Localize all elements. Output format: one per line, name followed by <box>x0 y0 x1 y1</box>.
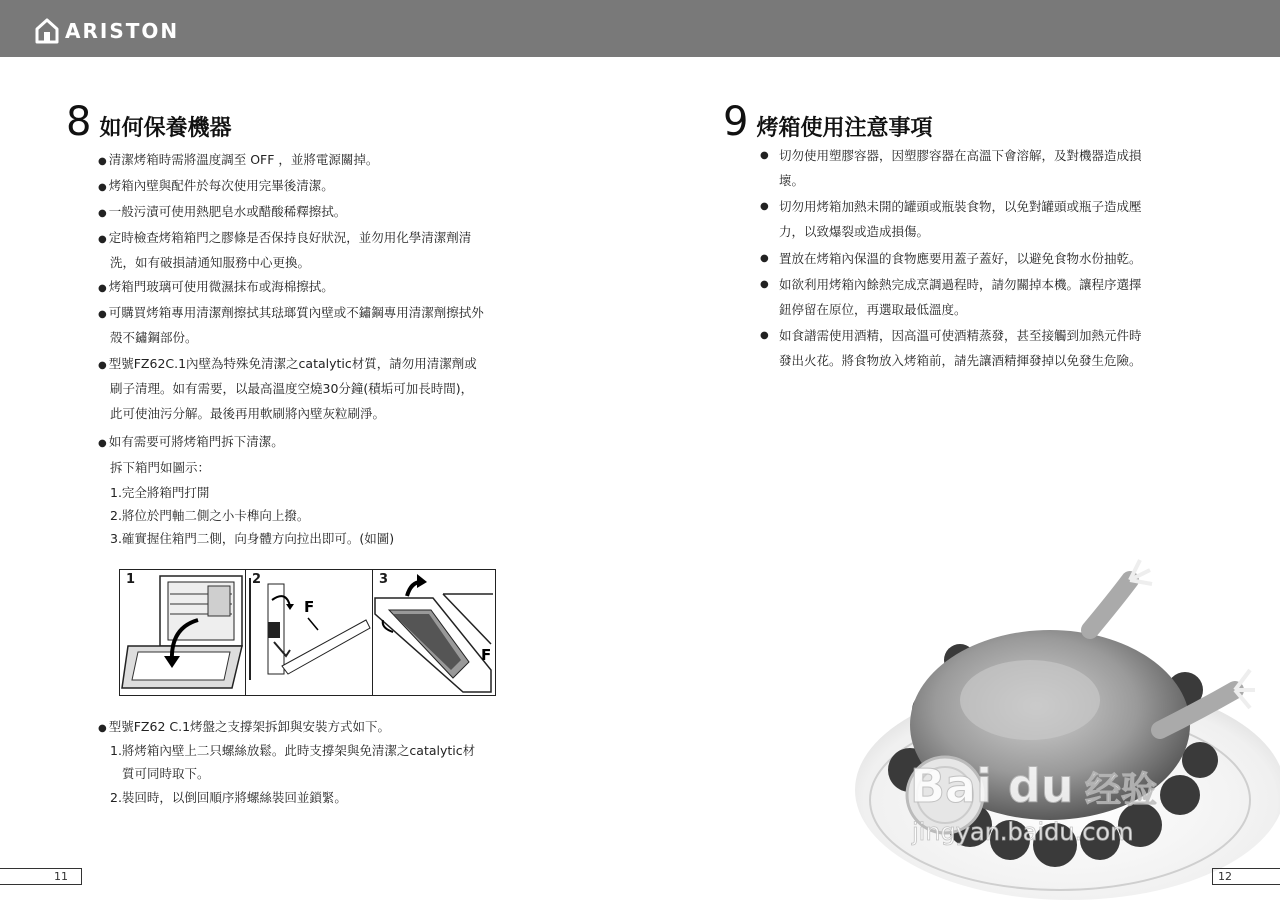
door-removal-intro: 拆下箱門如圖示： <box>110 460 211 475</box>
care-item-4: ● 定時檢查烤箱箱門之膠條是否保持良好狀況，並勿用化學清潔劑清 <box>98 230 471 248</box>
care-item-5: ● 烤箱門玻璃可使用微濕抹布或海棉擦拭。 <box>98 279 334 297</box>
page-number-right: 12 <box>1212 868 1280 885</box>
figure-panel-1 <box>120 570 246 695</box>
bullet-dot: ● <box>760 330 769 341</box>
baidu-watermark <box>910 759 1157 846</box>
door-lift-drawing <box>373 570 495 695</box>
door-step-2: 2.將位於門軸二側之小卡榫向上撥。 <box>110 508 310 523</box>
roast-chicken-image <box>840 540 1280 905</box>
panel-label: 1 <box>126 572 136 587</box>
figure-panel-2 <box>246 570 373 695</box>
care-item-3: ● 一般污漬可使用熱肥皂水或醋酸稀釋擦拭。 <box>98 204 346 222</box>
care-item-1: ● 清潔烤箱時需將溫度調至 OFF ，並將電源關掉。 <box>98 152 378 170</box>
hinge-lever-drawing <box>246 570 372 695</box>
care-item-6: ● 可購買烤箱專用清潔劑擦拭其琺瑯質內壁或不鏽鋼專用清潔劑擦拭外 <box>98 305 484 323</box>
lever-label-f: F <box>481 646 492 664</box>
ariston-logo <box>34 18 179 44</box>
section-title: 如何保養機器 <box>99 116 232 141</box>
bullet-dot: ● <box>760 253 769 264</box>
care-item-7-cont-1: 刷子清理。如有需要，以最高溫度空燒30分鐘(積垢可加長時間)， <box>110 381 474 396</box>
door-step-3: 3.確實握住箱門二側，向身體方向拉出即可。(如圖) <box>110 531 395 546</box>
panel-label: 3 <box>379 572 389 587</box>
header-bar <box>0 0 1280 57</box>
section-number: 9 <box>723 99 749 145</box>
care-item-8: ● 如有需要可將烤箱門拆下清潔。 <box>98 434 284 452</box>
caution-item-2: 切勿用烤箱加熱未開的罐頭或瓶裝食物，以免對罐頭或瓶子造成壓 <box>779 199 1142 214</box>
roast-chicken-photo <box>840 540 1280 905</box>
door-removal-figure <box>119 569 496 696</box>
figure-panel-3 <box>373 570 495 695</box>
caution-item-1-cont: 壞。 <box>779 173 805 188</box>
caution-item-2-cont: 力，以致爆裂或造成損傷。 <box>779 224 930 239</box>
panel-label: 2 <box>252 572 262 587</box>
bullet-dot: ● <box>760 279 769 290</box>
brand-name: ARISTON <box>65 19 180 43</box>
bullet-dot: ● <box>760 201 769 212</box>
watermark-url: jingyan.baidu.com <box>912 818 1134 846</box>
caution-item-4: 如欲利用烤箱內餘熱完成烹調過程時，請勿關掉本機。讓程序選擇 <box>779 277 1142 292</box>
caution-item-5-cont: 發出火花。將食物放入烤箱前，請先讓酒精揮發掉以免發生危險。 <box>779 353 1142 368</box>
caution-item-1: 切勿使用塑膠容器，因塑膠容器在高溫下會溶解，及對機器造成損 <box>779 148 1142 163</box>
rack-step-1: 1.將烤箱內壁上二只螺絲放鬆。此時支撐架與免清潔之catalytic材 <box>110 743 476 758</box>
rack-item: ● 型號FZ62 C.1烤盤之支撐架拆卸與安裝方式如下。 <box>98 719 390 737</box>
section-heading-8 <box>66 100 231 144</box>
page-number-left: 11 <box>0 868 82 885</box>
open-door-drawing <box>120 570 244 695</box>
house-icon <box>34 18 60 44</box>
care-item-7: ● 型號FZ62C.1內壁為特殊免清潔之catalytic材質，請勿用清潔劑或 <box>98 356 477 374</box>
rack-step-1-cont: 質可同時取下。 <box>122 766 210 781</box>
lever-label-f: F <box>304 598 315 616</box>
door-step-1: 1.完全將箱門打開 <box>110 485 210 500</box>
section-heading-9 <box>723 100 932 144</box>
watermark-caption: 经验 <box>1085 770 1158 811</box>
caution-item-5: 如食譜需使用酒精，因高溫可使酒精蒸發，甚至接觸到加熱元件時 <box>779 328 1142 343</box>
care-item-2: ● 烤箱內壁與配件於每次使用完畢後清潔。 <box>98 178 334 196</box>
rack-step-2: 2.裝回時，以倒回順序將螺絲裝回並鎖緊。 <box>110 790 347 805</box>
watermark-logo: Bai du <box>910 759 1074 813</box>
care-item-7-cont-2: 此可使油污分解。最後再用軟刷將內壁灰粒刷淨。 <box>110 406 386 421</box>
bullet-dot: ● <box>760 150 769 161</box>
section-title: 烤箱使用注意事項 <box>756 116 933 141</box>
caution-item-3: 置放在烤箱內保溫的食物應要用蓋子蓋好，以避免食物水份抽乾。 <box>779 251 1142 266</box>
section-number: 8 <box>66 99 92 145</box>
care-item-4-cont: 洗，如有破損請通知服務中心更換。 <box>110 255 311 270</box>
caution-item-4-cont: 鈕停留在原位，再選取最低溫度。 <box>779 302 967 317</box>
care-item-6-cont: 殼不鏽鋼部份。 <box>110 330 198 345</box>
